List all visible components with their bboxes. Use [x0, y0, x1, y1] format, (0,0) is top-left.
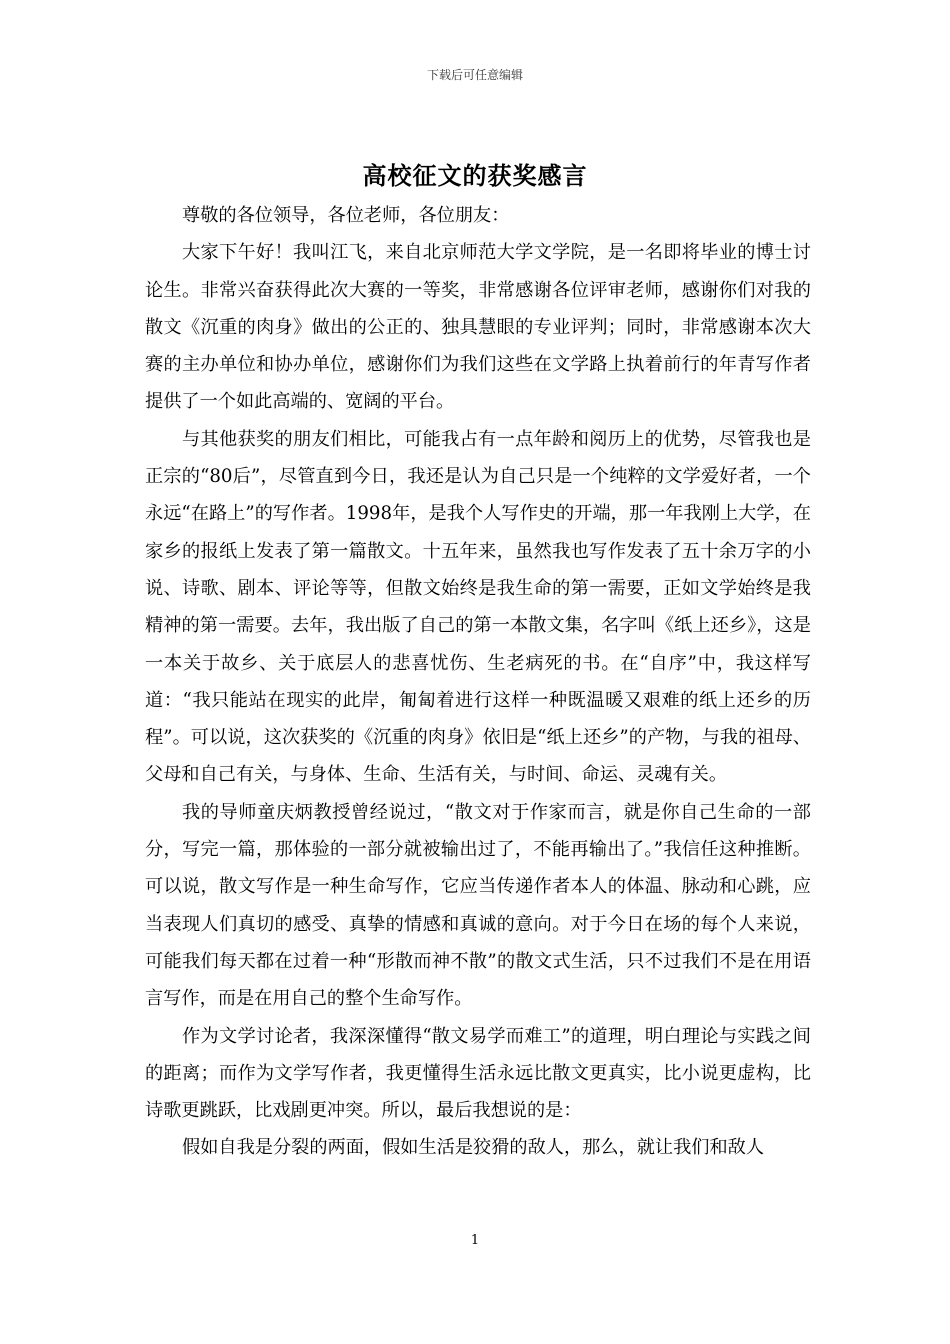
document-body — [145, 197, 811, 1167]
paragraph-closing: 假如自我是分裂的两面，假如生活是狡猾的敌人，那么，就让我们和敌人 — [182, 1137, 765, 1159]
document-title: 高校征文的获奖感言 — [362, 161, 588, 190]
paragraph-mentor-quote: 我的导师童庆炳教授曾经说过，“散文对于作家而言，就是你自己生命的一部分，写完一篇，那体验的一部分就被输出过了，不能再输出了。”我信任这种推断。可以说，散文写作是一种生命写作，它应当传递作者本人的体温、脉动和心跳，应当表现人们真切的感受、真挚的情感和真诚的意向。对于今日在场的每个人来说，可能我们每天都在过着一种“形散而神不散”的散文式生活，只不过我们不是在用语言写作，而是在用自己的整个生命写作。 — [145, 801, 811, 1010]
paragraph-background: 与其他获奖的朋友们相比，可能我占有一点年龄和阅历上的优势，尽管我也是正宗的“80后”，尽管直到今日，我还是认为自己只是一个纯粹的文学爱好者，一个永远“在路上”的写作者。1998年，是我个人写作史的开端，那一年我刚上大学，在家乡的报纸上发表了第一篇散文。十五年来，虽然我也写作发表了五十余万字的小说、诗歌、剧本、评论等等，但散文始终是我生命的第一需要，正如文学始终是我精神的第一需要。去年，我出版了自己的第一本散文集，名字叫《纸上还乡》，这是一本关于故乡、关于底层人的悲喜忧伤、生老病死的书。在“自序”中，我这样写道：“我只能站在现实的此岸，匍匐着进行这样一种既温暖又艰难的纸上还乡的历程”。可以说，这次获奖的《沉重的肉身》依旧是“纸上还乡”的产物，与我的祖母、父母和自己有关，与身体、生命、生活有关，与时间、命运、灵魂有关。 — [145, 428, 811, 786]
paragraph-salutation: 尊敬的各位领导，各位老师，各位朋友： — [182, 205, 510, 226]
header-note: 下载后可任意编辑 — [426, 68, 523, 82]
paragraph-reflection: 作为文学讨论者，我深深懂得“散文易学而难工”的道理，明白理论与实践之间的距离；而作为文学写作者，我更懂得生活永远比散文更真实，比小说更虚构，比诗歌更跳跃，比戏剧更冲突。所以，最后我想说的是： — [145, 1025, 811, 1122]
paragraph-greeting: 大家下午好！我叫江飞，来自北京师范大学文学院，是一名即将毕业的博士讨论生。非常兴奋获得此次大赛的一等奖，非常感谢各位评审老师，感谢你们对我的散文《沉重的肉身》做出的公正的、独具慧眼的专业评判；同时，非常感谢本次大赛的主办单位和协办单位，感谢你们为我们这些在文学路上执着前行的年青写作者提供了一个如此高端的、宽阔的平台。 — [145, 242, 811, 413]
page-number: 1 — [470, 1233, 480, 1248]
